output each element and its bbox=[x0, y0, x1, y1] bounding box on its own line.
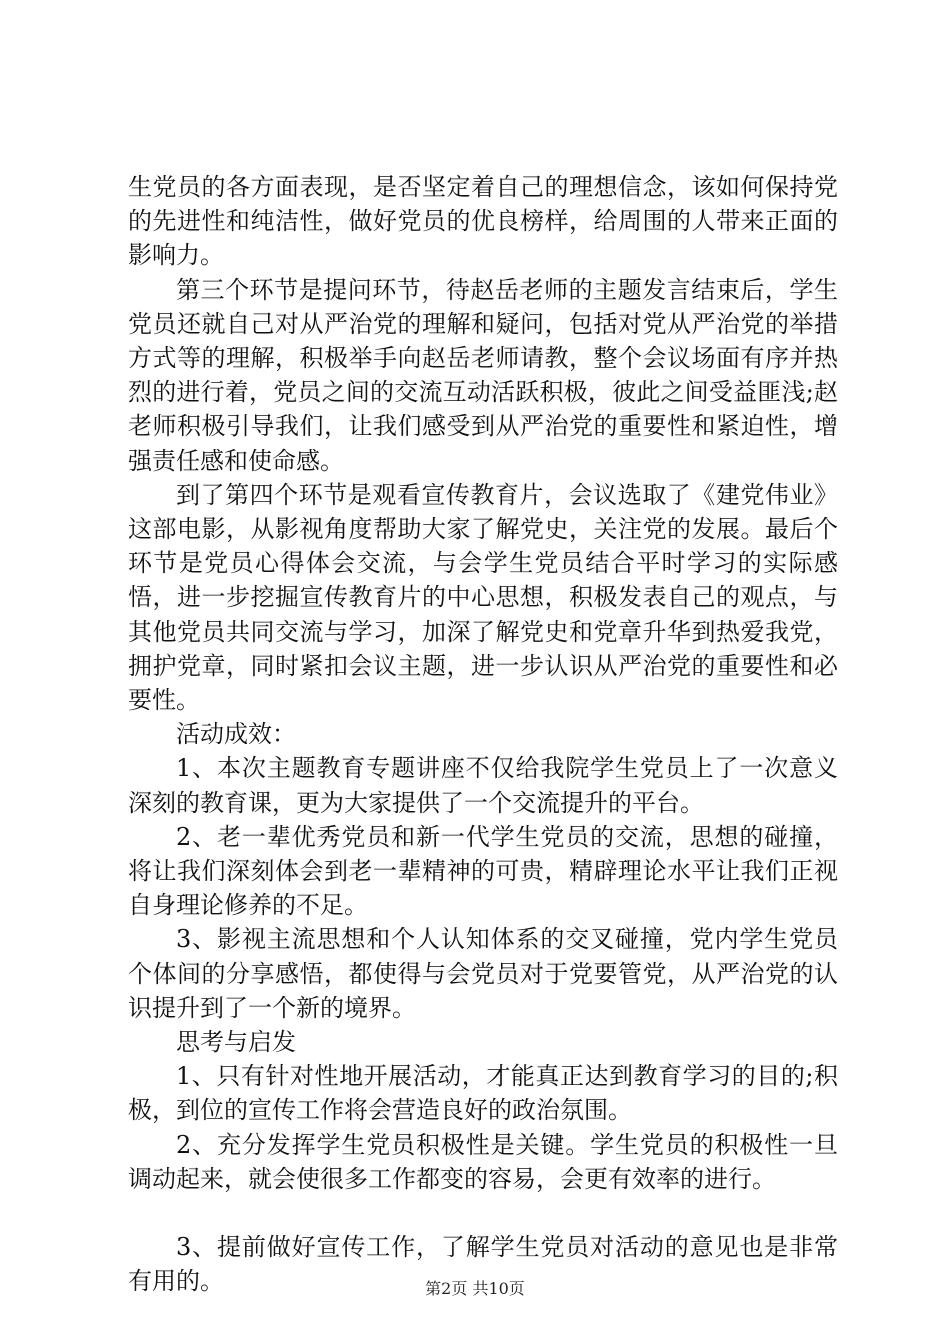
reflection-item-2: 2、充分发挥学生党员积极性是关键。学生党员的积极性一旦调动起来，就会使很多工作都变的容易，会更有效率的进行。 bbox=[128, 1130, 838, 1193]
reflection-item-1: 1、只有针对性地开展活动，才能真正达到教育学习的目的;积极，到位的宣传工作将会营造良好的政治氛围。 bbox=[128, 1062, 838, 1125]
document-body bbox=[128, 170, 838, 1299]
result-item-1: 1、本次主题教育专题讲座不仅给我院学生党员上了一次意义深刻的教育课，更为大家提供了一个交流提升的平台。 bbox=[128, 754, 838, 817]
paragraph-fourth-segment: 到了第四个环节是观看宣传教育片，会议选取了《建党伟业》这部电影，从影视角度帮助大家了解党史，关注党的发展。最后个环节是党员心得体会交流，与会学生党员结合平时学习的实际感悟，进一步挖掘宣传教育片的中心思想，积极发表自己的观点，与其他党员共同交流与学习，加深了解党史和党章升华到热爱我党，拥护党章，同时紧扣会议主题，进一步认识从严治党的重要性和必要性。 bbox=[128, 480, 838, 715]
page-number-footer: 第2页 共10页 bbox=[425, 1279, 525, 1298]
result-item-2: 2、老一辈优秀党员和新一代学生党员的交流，思想的碰撞，将让我们深刻体会到老一辈精神的可贵，精辟理论水平让我们正视自身理论修养的不足。 bbox=[128, 822, 838, 920]
reflection-item-3: 3、提前做好宣传工作，了解学生党员对活动的意见也是非常有用的。 bbox=[128, 1233, 838, 1296]
heading-activity-results: 活动成效： bbox=[176, 720, 296, 749]
paragraph-continuation: 生党员的各方面表现，是否坚定着自己的理想信念，该如何保持党的先进性和纯洁性，做好党员的优良榜样，给周围的人带来正面的影响力。 bbox=[128, 173, 838, 270]
result-item-3: 3、影视主流思想和个人认知体系的交叉碰撞，党内学生党员个体间的分享感悟，都使得与会党员对于党要管党，从严治党的认识提升到了一个新的境界。 bbox=[128, 925, 838, 1022]
heading-reflection: 思考与启发 bbox=[176, 1028, 296, 1057]
paragraph-third-segment: 第三个环节是提问环节，待赵岳老师的主题发言结束后，学生党员还就自己对从严治党的理解和疑问，包括对党从严治党的举措方式等的理解，积极举手向赵岳老师请教，整个会议场面有序并热烈的进行着，党员之间的交流互动活跃积极，彼此之间受益匪浅;赵老师积极引导我们，让我们感受到从严治党的重要性和紧迫性，增强责任感和使命感。 bbox=[128, 275, 838, 475]
